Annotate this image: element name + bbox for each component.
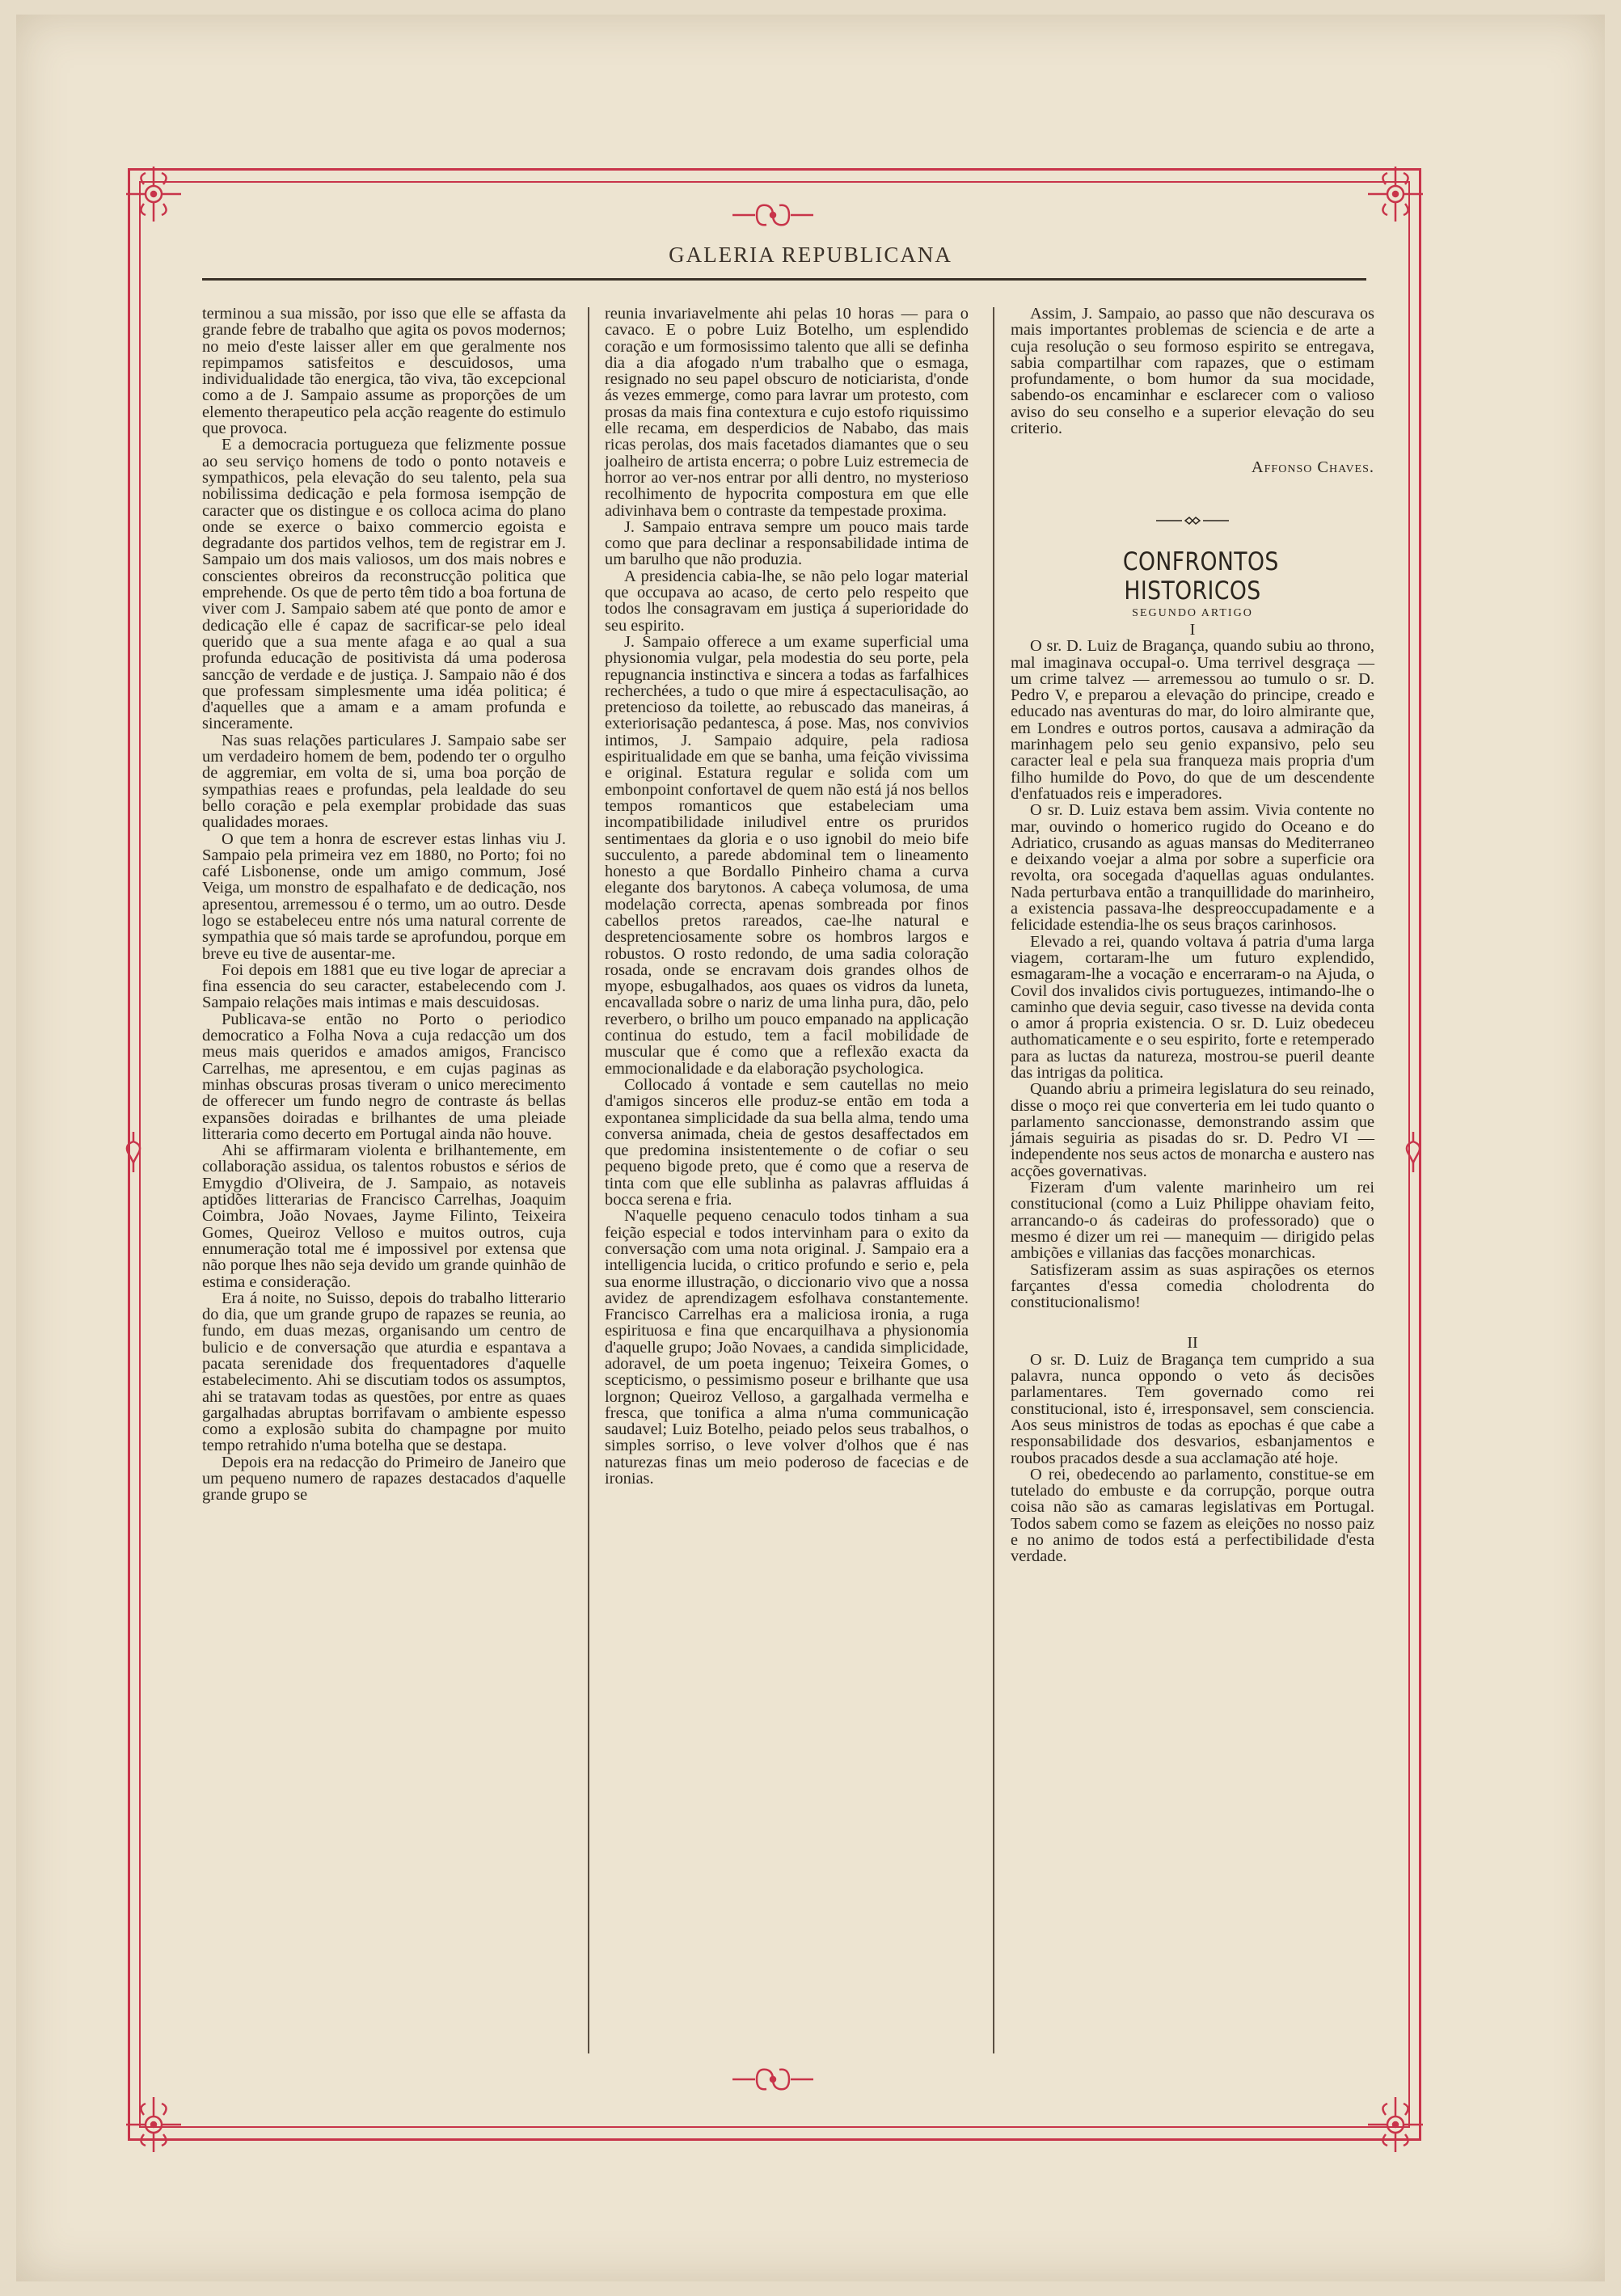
column-3 — [1011, 306, 1374, 1565]
paragraph: O sr. D. Luiz de Bragança tem cumprido a sua palavra, nunca oppondo o veto ás decisões parlamentares. Tem governado como rei constitucional, isto é, irresponsavel, sem consciencia. Aos seus ministros de todas as epochas é que cabe a responsabilidade dos desvarios, esbanjamentos e roubos pracados desde a sua acclamação até hoje. — [1011, 1350, 1374, 1467]
paragraph: Publicava-se então no Porto o periodico democratico a Folha Nova a cuja redacção um dos meus mais queridos e amados amigos, Francisco Carrelhas, me apresentou, e em cujas paginas as minhas obscuras prosas tiveram o unico merecimento de offerecer um fundo negro de contraste ás bellas expansões doiradas e brilhantes de uma pleiade litteraria como decerto em Portugal ainda não houve. — [202, 1010, 566, 1143]
paragraph: O sr. D. Luiz estava bem assim. Vivia contente no mar, ouvindo o homerico rugido do Oceano e do Adriatico, crusando as aguas mansas do Mediterraneo e deixando voejar a alma por sobre a superficie ora revolta, ora socegada d'aquellas aguas ondulantes. Nada perturbava então a tranquillidade do marinheiro, a existencia passava-lhe despreoccupadamente e a felicidade estendia-lhe os seus braços carinhosos. — [1011, 801, 1374, 935]
paragraph: Satisfizeram assim as suas aspirações os eternos farçantes d'essa comedia cholodrenta do constitucionalismo! — [1011, 1260, 1374, 1312]
paragraph: reunia invariavelmente ahi pelas 10 horas — para o cavaco. E o pobre Luiz Botelho, um esplendido coração e um formosissimo talento que alli se definha dia a dia afogado n'um trabalho que o esmaga, resignado no seu papel obscuro de noticiarista, d'onde ás vezes emmerge, como para lavrar um protesto, com prosas da mais fina contextura e cujo estofo riquissimo elle recama, em desperdicios de Nababo, das mais ricas perolas, dos mais facetados diamantes que o seu joalheiro de artista encerra; o pobre Luiz estremecia de horror ao ver-nos entrar por alli dentro, no mysterioso recolhimento de hypocrita compostura em que elle adivinhava bem o contraste da tempestade proxima. — [605, 305, 969, 520]
paragraph: Foi depois em 1881 que eu tive logar de apreciar a fina essencia do seu caracter, estabelecendo com J. Sampaio relações mais intimas e mais descuidosas. — [202, 960, 566, 1012]
header-rule — [202, 278, 1366, 281]
paragraph: Ahi se affirmaram violenta e brilhantemente, em collaboração assidua, os talentos robustos e sérios de Emygdio d'Oliveira, de J. Sampaio, as notaveis aptidões litterarias de Francisco Carrelhas, Joaquim Coimbra, João Novaes, Jayme Filinto, Teixeira Gomes, Queiroz Velloso e muitos outros, cuja ennumeração total me é impossivel por extensa que não porque lhes não seja devido um grande quinhão de estima e consideração. — [202, 1142, 566, 1291]
paragraph: Depois era na redacção do Primeiro de Janeiro que um pequeno numero de rapazes destacados d'aquelle grande grupo se — [202, 1453, 566, 1505]
paragraph: Nas suas relações particulares J. Sampaio sabe ser um verdadeiro homem de bem, podendo ter o orgulho de aggremiar, em volta de si, uma boa porção de sympathias reaes e profundas, pela lealdade do seu bello coração e pela exemplar probidade das suas qualidades moraes. — [202, 731, 566, 832]
paragraph: Fizeram d'um valente marinheiro um rei constitucional (como a Luiz Philippe ohaviam feito, arrancando-o ás cadeiras do professorado) que o mesmo é dizer um rei — manequim — dirigido pelas ambições e villanias das facções monarchicas. — [1011, 1179, 1374, 1263]
part-numeral: II — [1187, 1334, 1198, 1353]
top-cartouche-ornament-icon — [732, 199, 813, 231]
paragraph: J. Sampaio offerece a um exame superficial uma physionomia vulgar, pela modestia do seu porte, pela repugnancia instinctiva e sincera a todas as farfalhices recherchées, a tudo o que mire á espectaculisação, ao pretencioso da toilette, ao rebuscado das maneiras, á exteriorisação pedantesca, á pose. Mas, nos convivios intimos, J. Sampaio adquire, pela radiosa espiritualidade em que se banha, uma feição vivissima e original. Estatura regular e solida com um embonpoint confortavel de quem não está já nos bellos tempos romanticos que estabeleciam uma incompatibilidade iniludivel entre os pruridos sentimentaes da gloria e o uso ignobil do meio bife succulento, a parede abdominal tem o lineamento honesto a que Bordallo Pinheiro chama a curva elegante dos barytonos. A cabeça volumosa, de uma modelação correcta, apenas sombreada por finos cabellos pretos rareados, cae-lhe natural e despretenciosamente sobre os hombros largos e robustos. O rosto redondo, de uma sadia coloração rosada, onde se encravam dois grandes olhos de myope, esbugalhados, aos quaes os vidros da luneta, encavallada sobre o nariz de uma linha pura, dão, pelo reverbero, o brilho um pouco empanado na applicação continua do estudo, tem a facil mobilidade de muscular que é como que a reflexão exacta da emmocionalidade e da elaboração psychologica. — [605, 632, 969, 1078]
part-numeral: I — [1189, 620, 1196, 639]
left-side-ornament-icon — [121, 1132, 146, 1172]
paragraph: J. Sampaio entrava sempre um pouco mais tarde como que para declinar a responsabilidade intima de um barulho que não produzia. — [605, 517, 969, 569]
column-1 — [202, 306, 566, 1504]
column-rule — [588, 307, 589, 2053]
author-signature: Affonso Chaves. — [1251, 458, 1374, 477]
paragraph: O rei, obedecendo ao parlamento, constitue-se em tutelado do embuste e da corrupção, porque outra coisa não são as camaras legislativas em Portugal. Todos sabem como se fazem as eleições no nosso paiz e no animo de todos está a perfectibilidade d'esta verdade. — [1011, 1465, 1374, 1566]
column-2 — [605, 306, 969, 1487]
corner-ornament-icon — [121, 162, 186, 226]
paragraph: A presidencia cabia-lhe, se não pelo logar material que occupava ao acaso, de certo pelo respeito que todos lhe consagravam em justiça á superioridade do seu espirito. — [605, 567, 969, 635]
running-header-title: GALERIA REPUBLICANA — [669, 243, 952, 267]
section-title: CONFRONTOS HISTORICOS — [1122, 547, 1279, 606]
paragraph: Elevado a rei, quando voltava á patria d'uma larga viagem, cortaram-lhe um futuro explendido, esmagaram-lhe a vocação e encerraram-o na Ajuda, o Covil dos invalidos civis portuguezes, intimando-lhe o caminho que devia seguir, caso tivesse na devida conta o amor á propria existencia. O sr. D. Luiz obedeceu authomaticamente e o seu espirito, forte e retemperado para as luctas da natureza, mostrou-se pueril deante das intrigas da politica. — [1011, 932, 1374, 1082]
corner-ornament-icon — [121, 2092, 186, 2157]
bottom-cartouche-ornament-icon — [732, 2063, 813, 2096]
paragraph: N'aquelle pequeno cenaculo todos tinham a sua feição especial e todos intervinham para o exito da conversação com uma nota original. J. Sampaio era a intelligencia lucida, o critico profundo e serio e, pela sua enorme illustração, o diccionario vivo que a nossa avidez de aprendizagem esfolhava constantemente. Francisco Carrelhas era a maliciosa ironia, a ruga espirituosa e fina que encarquilhava a physionomia d'aquelle grupo; João Novaes, a candida simplicidade, adoravel, de um poeta ingenuo; Teixeira Gomes, o scepticismo, o pessimismo poseur e brilhante que usa lorgnon; Queiroz Velloso, a gargalhada vermelha e fresca, que tonifica a alma n'uma communicação saudavel; Luiz Botelho, peiado pelos seus trabalhos, o simples sorriso, o leve volver d'olhos que é nas naturezas finas um meio poderoso de facecias e de ironias. — [605, 1207, 969, 1488]
column-rule — [993, 307, 994, 2053]
corner-ornament-icon — [1363, 2092, 1428, 2157]
paragraph: Collocado á vontade e sem cautellas no meio d'amigos sinceros elle produz-se então em toda a expontanea simplicidade da sua bella alma, tendo uma conversa animada, cheia de gestos desaffectados em que predomina insistentemente o de cofiar o seu pequeno bigode preto, que é como que a reserva de tinta com que elle sublinha as palavras affluidas á bocca serena e fria. — [605, 1075, 969, 1209]
paragraph: O sr. D. Luiz de Bragança, quando subiu ao throno, mal imaginava occupal-o. Uma terrivel desgraça — um crime talvez — arremessou ao tumulo o sr. D. Pedro V, e preparou a elevação do principe, creado e educado nas aventuras do mar, do loiro almirante que, em Londres e outros portos, causava a admiração da marinhagem pelo seu genio expansivo, pelo seu caracter leal e pela sua franqueza mais propria d'um filho humilde do Povo, do que de um descendente d'enfatuados reis e imperadores. — [1011, 637, 1374, 803]
section-divider-icon — [1011, 513, 1374, 525]
section-subtitle: SEGUNDO ARTIGO — [1132, 606, 1253, 619]
corner-ornament-icon — [1363, 162, 1428, 226]
right-side-ornament-icon — [1401, 1132, 1425, 1172]
paragraph: O que tem a honra de escrever estas linhas viu J. Sampaio pela primeira vez em 1880, no Porto; foi no café Lisbonense, onde um amigo commum, José Veiga, um monstro de espalhafato e de dedicação, nos apresentou, arremessou é o termo, um ao outro. Desde logo se estabeleceu entre nós uma natural corrente de sympathia que só mais tarde se aprofundou, porque em breve eu tive de ausentar-me. — [202, 829, 566, 963]
paragraph: Era á noite, no Suisso, depois do trabalho litterario do dia, que um grande grupo de rapazes se reunia, ao fundo, em duas mezas, organisando um centro de bulicio e de conversação que aturdia e espantava a pacata serenidade dos frequentadores d'aquelle estabelecimento. Ahi se discutiam todos os assumptos, ahi se tratavam todas as questões, por entre as quaes gargalhadas abruptas borrifavam o ambiente espesso como a explosão subita do champagne por muito tempo retrahido n'uma botelha que se destapa. — [202, 1289, 566, 1455]
paragraph: Quando abriu a primeira legislatura do seu reinado, disse o moço rei que converteria em lei tudo quanto o parlamento sanccionasse, demonstrando assim que jámais seguiria as pisadas do sr. D. Pedro VI — independente nos seus actos de monarcha e austero nas acções governativas. — [1011, 1080, 1374, 1180]
paragraph: Assim, J. Sampaio, ao passo que não descurava os mais importantes problemas de sciencia e de arte a cuja resolução o seu formoso espirito se entregava, sabia compartilhar com rapazes, que o estimam profundamente, o bom humor da sua mocidade, sabendo-os encaminhar e esclarecer com o valioso aviso do seu conselho e a superior elevação do seu criterio. — [1011, 305, 1374, 438]
paragraph: E a democracia portugueza que felizmente possue ao seu serviço homens de todo o ponto notaveis e sympathicos, pela elevação do seu talento, pela sua nobilissima dedicação e pela formosa isempção de caracter que os distingue e os colloca acima do plano onde se exerce o baixo commercio egoista e degradante dos partidos velhos, tem de registrar em J. Sampaio um dos mais valiosos, um dos mais nobres e conscientes obreiros da reconstrucção politica que emprehende. Os que de perto têm tido a boa fortuna de viver com J. Sampaio sabem até que ponto de amor e dedicação elle é capaz de sacrificar-se pelo ideal querido que a sua mente afaga e ao qual a sua profunda educação de positivista dá uma poderosa sancção de verdade e de justiça. J. Sampaio não é dos que professam simplesmente uma idéa politica; é d'aquelles que a amam e a amam profunda e sinceramente. — [202, 436, 566, 733]
paragraph: terminou a sua missão, por isso que elle se affasta da grande febre de trabalho que agita os povos modernos; no meio d'este laisser aller em que geralmente nos repimpamos satisfeitos e descuidosos, uma individualidade tão energica, tão viva, tão excepcional como a de J. Sampaio assume as proporções de um elemento therapeutico pela acção reagente do estimulo que provoca. — [202, 305, 566, 438]
